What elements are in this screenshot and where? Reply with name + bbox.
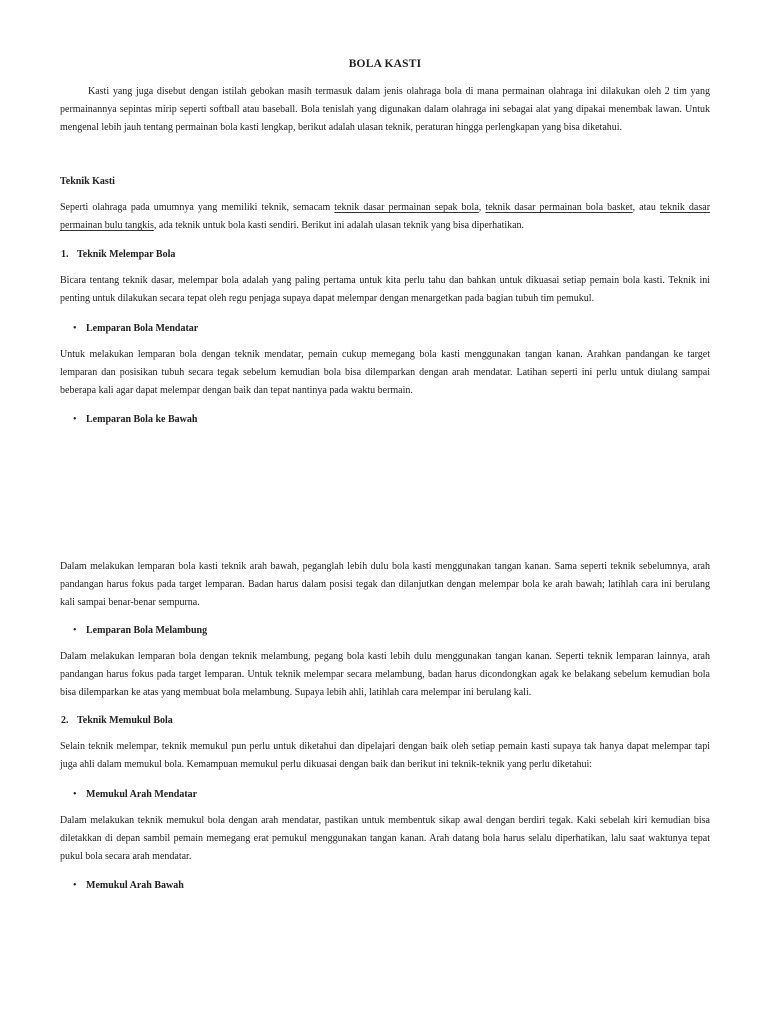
bullet-item-memukul-mendatar <box>60 789 710 800</box>
bullet-label: Memukul Arah Bawah <box>86 880 184 891</box>
bullet-label: Lemparan Bola Mendatar <box>86 323 199 334</box>
heading-number: 2. <box>61 715 69 726</box>
text-span: , atau <box>632 202 660 213</box>
paragraph-melempar: Bicara tentang teknik dasar, melempar bola adalah yang paling pertama untuk kita perlu tahu dan bahkan untuk dikuasai setiap pemain bola kasti. Teknik ini penting untuk dilakukan secara tepat oleh regu penjaga supaya dapat melempar dengan menargetkan pada bagian tubuh tim pemukul. <box>60 275 710 304</box>
page-title: BOLA KASTI <box>348 58 422 70</box>
bullet-item-memukul-bawah <box>60 880 710 891</box>
bullet-icon: • <box>73 323 77 334</box>
heading-number: 1. <box>61 249 69 260</box>
text-span: , ada teknik untuk bola kasti sendiri. Berikut ini adalah ulasan teknik yang bisa diperhatikan. <box>153 220 525 231</box>
bullet-icon: • <box>73 414 77 425</box>
numbered-heading-1 <box>60 249 710 260</box>
heading-label: Teknik Memukul Bola <box>77 715 173 726</box>
section-intro-paragraph <box>60 199 710 235</box>
bullet-item-lemparan-melambung <box>60 625 710 636</box>
text-span: Seperti olahraga pada umumnya yang memiliki teknik, semacam <box>60 202 335 213</box>
link-sepak-bola[interactable]: teknik dasar permainan sepak bola <box>334 202 479 213</box>
paragraph-mendatar: Untuk melakukan lemparan bola dengan teknik mendatar, pemain cukup memegang bola kasti menggunakan tangan kanan. Arahkan pandangan ke target lemparan dan posisikan tubuh secara tegak sebelum kemudian bola bisa dilemparkan dengan arah mendatar. Latihan seperti ini perlu untuk diulang sampai beberapa kali agar dapat melempar dengan baik dan tepat nantinya pada waktu bermain. <box>60 349 710 396</box>
bullet-icon: • <box>73 880 77 891</box>
text-span: , <box>478 202 486 213</box>
bullet-item-lemparan-bawah <box>60 414 710 425</box>
bullet-item-lemparan-mendatar <box>60 323 710 334</box>
paragraph-bawah: Dalam melakukan lemparan bola kasti teknik arah bawah, peganglah lebih dulu bola kasti menggunakan tangan kanan. Sama seperti teknik sebelumnya, arah pandangan harus fokus pada target lemparan. Badan harus dalam posisi tegak dan dilanjutkan dengan melempar bola ke arah bawah; latihlah cara ini berulang kali sampai benar-benar sempurna. <box>60 561 710 608</box>
bullet-icon: • <box>73 625 77 636</box>
paragraph-melambung: Dalam melakukan lemparan bola dengan teknik melambung, pegang bola kasti lebih dulu menggunakan tangan kanan. Seperti teknik lemparan lainnya, arah pandangan harus fokus pada target lemparan. Untuk teknik melempar secara melambung, badan harus dicondongkan agak ke belakang sebelum kemudian bola bisa dilemparkan ke atas yang membuat bola melambung. Supaya lebih ahli, latihlah cara melempar ini berulang kali. <box>60 651 710 698</box>
link-bola-basket[interactable]: teknik dasar permainan bola basket <box>485 202 633 213</box>
bullet-icon: • <box>73 789 77 800</box>
link-bulu-tangkis[interactable]: teknik dasar permainan bulu tangkis <box>60 202 711 231</box>
section-heading: Teknik Kasti <box>60 176 115 187</box>
paragraph-memukul: Selain teknik melempar, teknik memukul pun perlu untuk diketahui dan dipelajari dengan baik oleh setiap pemain kasti supaya tak hanya dapat melempar tapi juga ahli dalam memukul bola. Kemampuan memukul perlu dikuasai dengan baik dan berikut ini teknik-teknik yang perlu diketahui: <box>60 741 710 770</box>
bullet-label: Lemparan Bola ke Bawah <box>86 414 198 425</box>
intro-paragraph: Kasti yang juga disebut dengan istilah gebokan masih termasuk dalam jenis olahraga bola di mana permainan olahraga ini dilakukan oleh 2 tim yang permainannya sepintas mirip seperti softball atau baseball. Bola tenislah yang digunakan dalam olahraga ini sebagai alat yang dipakai menembak lawan. Untuk mengenal lebih jauh tentang permainan bola kasti lengkap, berikut adalah ulasan teknik, peraturan hingga perlengkapan yang bisa diketahui. <box>60 86 710 133</box>
heading-label: Teknik Melempar Bola <box>77 249 176 260</box>
paragraph-pukul-mendatar: Dalam melakukan teknik memukul bola dengan arah mendatar, pastikan untuk membentuk sikap awal dengan berdiri tegak. Kaki sebelah kiri kemudian bisa diletakkan di depan sambil pemain memegang erat pemukul menggunakan tangan kanan. Arah datang bola harus selalu diperhatikan, lalu saat waktunya tepat pukul bola secara arah mendatar. <box>60 815 710 862</box>
numbered-heading-2 <box>60 715 710 726</box>
bullet-label: Memukul Arah Mendatar <box>86 789 198 800</box>
bullet-label: Lemparan Bola Melambung <box>86 625 208 636</box>
